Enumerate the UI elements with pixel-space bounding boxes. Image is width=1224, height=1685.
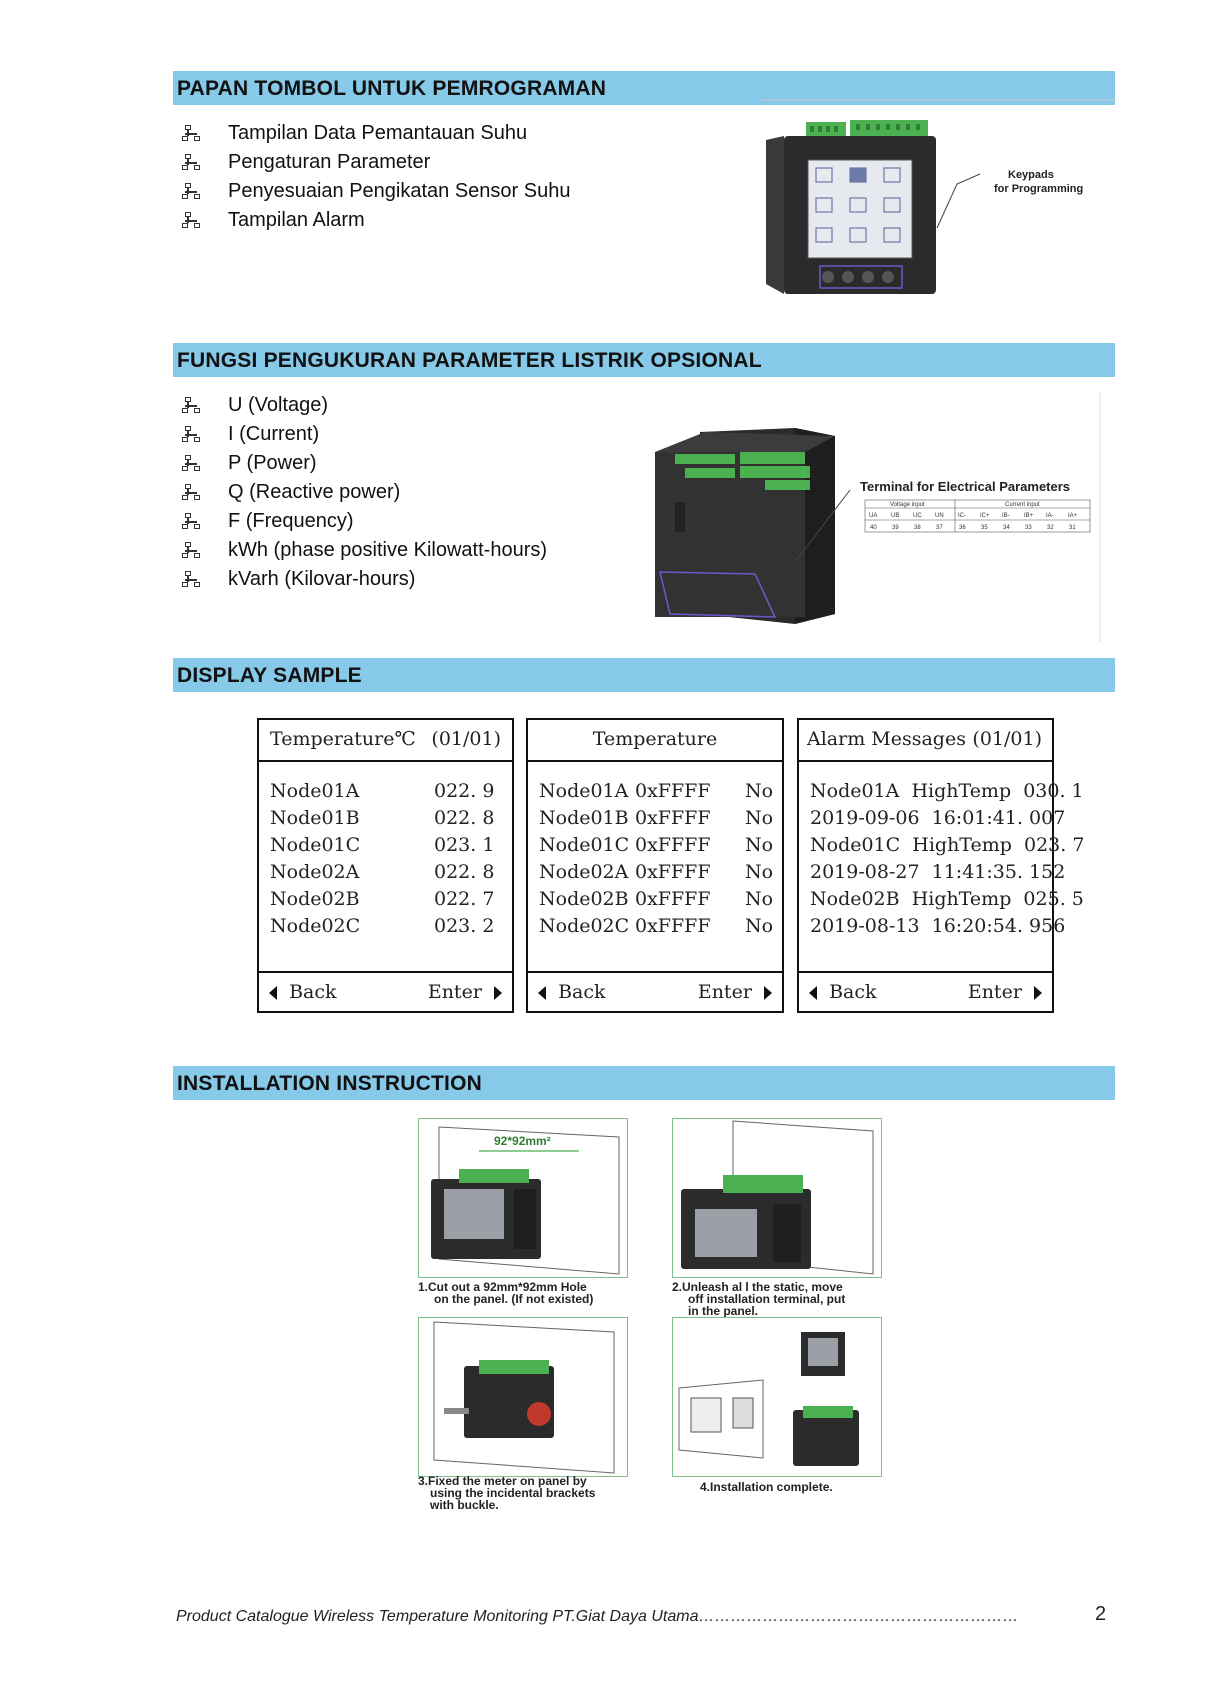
svg-text:IB-: IB- xyxy=(1002,513,1010,519)
svg-text:37: 37 xyxy=(936,525,943,531)
install-step1-caption: 1.Cut out a 92mm*92mm Hole on the panel. (If not existed) xyxy=(418,1280,594,1306)
svg-text:36: 36 xyxy=(959,525,966,531)
svg-text:32: 32 xyxy=(1047,525,1054,531)
triangle-right-icon xyxy=(494,986,502,1000)
section-heading: INSTALLATION INSTRUCTION xyxy=(177,1072,482,1095)
page-footer: Product Catalogue Wireless Temperature Monitoring PT.Giat Daya Utama…………………………………………………… xyxy=(176,1608,1019,1625)
panel-page: (01/01) xyxy=(431,728,501,750)
section-heading: FUNGSI PENGUKURAN PARAMETER LISTRIK OPSIONAL xyxy=(177,349,762,372)
list-item: Penyesuaian Pengikatan Sensor Suhu xyxy=(178,177,570,206)
network-bullet-icon xyxy=(182,183,204,201)
list-item: P (Power) xyxy=(178,449,547,478)
lcd-panel-alarm-messages xyxy=(797,718,1085,1013)
svg-text:UC: UC xyxy=(913,513,922,519)
install-step3-image xyxy=(418,1317,628,1477)
enter-button[interactable]: Enter xyxy=(968,981,1042,1003)
list-item: Tampilan Data Pemantauan Suhu xyxy=(178,119,570,148)
network-bullet-icon xyxy=(182,542,204,560)
svg-text:UN: UN xyxy=(935,513,944,519)
callout-programming: for Programming xyxy=(994,183,1084,195)
lcd-panel-temperature xyxy=(257,718,514,1013)
page-number: 2 xyxy=(1095,1603,1107,1625)
table-row: Node01B 0xFFFF No xyxy=(539,807,774,829)
svg-text:IA+: IA+ xyxy=(1068,513,1078,519)
install-step1-image xyxy=(418,1118,628,1278)
alarm-line: 2019-08-27 11:41:35. 152 xyxy=(810,861,1066,883)
network-bullet-icon xyxy=(182,397,204,415)
table-row: Node02C 023. 2 xyxy=(270,915,495,937)
triangle-left-icon xyxy=(269,986,277,1000)
list-item: Q (Reactive power) xyxy=(178,478,547,507)
install-step2-caption: 2.Unleash al l the static, move off installation terminal, put in the panel. xyxy=(672,1280,846,1318)
triangle-right-icon xyxy=(764,986,772,1000)
electrical-parameter-list xyxy=(178,391,547,594)
back-button[interactable]: Back xyxy=(809,981,877,1003)
panel-page: (01/01) xyxy=(972,728,1042,750)
svg-text:33: 33 xyxy=(1025,525,1032,531)
table-row: Node01C 023. 1 xyxy=(270,834,495,856)
enter-button[interactable]: Enter xyxy=(428,981,502,1003)
svg-text:UA: UA xyxy=(869,513,878,519)
install-step2-image xyxy=(672,1118,882,1278)
svg-text:IC-: IC- xyxy=(958,513,966,519)
panel-title: Temperature xyxy=(592,728,718,750)
section-heading: PAPAN TOMBOL UNTUK PEMROGRAMAN xyxy=(177,77,607,100)
network-bullet-icon xyxy=(182,513,204,531)
section-heading: DISPLAY SAMPLE xyxy=(177,664,362,687)
alarm-line: Node01A HighTemp 030. 1 xyxy=(810,780,1084,802)
list-item: kWh (phase positive Kilowatt-hours) xyxy=(178,536,547,565)
install-step4-caption: 4.Installation complete. xyxy=(700,1480,833,1494)
svg-text:31: 31 xyxy=(1069,525,1076,531)
current-input-label: Current input xyxy=(1005,502,1040,508)
table-row: Node01C 0xFFFF No xyxy=(539,834,774,856)
table-row: Node02A 0xFFFF No xyxy=(539,861,774,883)
svg-text:35: 35 xyxy=(981,525,988,531)
triangle-left-icon xyxy=(809,986,817,1000)
list-item: kVarh (Kilovar-hours) xyxy=(178,565,547,594)
svg-text:UB: UB xyxy=(891,513,900,519)
alarm-line: Node02B HighTemp 025. 5 xyxy=(810,888,1084,910)
network-bullet-icon xyxy=(182,154,204,172)
table-row: Node02B 0xFFFF No xyxy=(539,888,774,910)
alarm-line: 2019-08-13 16:20:54. 956 xyxy=(810,915,1066,937)
network-bullet-icon xyxy=(182,125,204,143)
network-bullet-icon xyxy=(182,484,204,502)
section-band-electrical xyxy=(173,343,1115,377)
table-row: Node02A 022. 8 xyxy=(270,861,495,883)
back-button[interactable]: Back xyxy=(269,981,337,1003)
alarm-line: 2019-09-06 16:01:41. 007 xyxy=(810,807,1066,829)
device-rear-image xyxy=(645,392,1105,642)
svg-text:34: 34 xyxy=(1003,525,1010,531)
list-item: I (Current) xyxy=(178,420,547,449)
alarm-line: Node01C HighTemp 023. 7 xyxy=(810,834,1085,856)
back-button[interactable]: Back xyxy=(538,981,606,1003)
svg-text:38: 38 xyxy=(914,525,921,531)
table-row: Node02C 0xFFFF No xyxy=(539,915,774,937)
network-bullet-icon xyxy=(182,455,204,473)
svg-text:IB+: IB+ xyxy=(1024,513,1034,519)
list-item: U (Voltage) xyxy=(178,391,547,420)
svg-text:40: 40 xyxy=(870,525,877,531)
panel-title: Temperature℃ xyxy=(270,728,416,750)
panel-title: Alarm Messages xyxy=(807,728,966,750)
section-band-install xyxy=(173,1066,1115,1100)
list-item: F (Frequency) xyxy=(178,507,547,536)
keypad-feature-list xyxy=(178,119,570,235)
table-row: Node01A 022. 9 xyxy=(270,780,495,802)
network-bullet-icon xyxy=(182,426,204,444)
enter-button[interactable]: Enter xyxy=(698,981,772,1003)
list-item: Tampilan Alarm xyxy=(178,206,570,235)
table-row: Node01B 022. 8 xyxy=(270,807,495,829)
table-row: Node01A 0xFFFF No xyxy=(539,780,774,802)
triangle-right-icon xyxy=(1034,986,1042,1000)
callout-terminal: Terminal for Electrical Parameters xyxy=(860,479,1071,494)
install-step4-image xyxy=(672,1317,882,1477)
svg-text:39: 39 xyxy=(892,525,899,531)
lcd-panel-sensor-binding xyxy=(526,718,784,1013)
table-row: Node02B 022. 7 xyxy=(270,888,495,910)
svg-text:IC+: IC+ xyxy=(980,513,990,519)
list-item: Pengaturan Parameter xyxy=(178,148,570,177)
voltage-input-label: Voltage input xyxy=(890,502,925,508)
section-band-display xyxy=(173,658,1115,692)
network-bullet-icon xyxy=(182,571,204,589)
triangle-left-icon xyxy=(538,986,546,1000)
dimension-label: 92*92mm² xyxy=(494,1134,551,1148)
svg-text:IA-: IA- xyxy=(1046,513,1054,519)
device-front-image xyxy=(762,98,1117,298)
callout-keypads: Keypads xyxy=(1008,169,1054,181)
install-step3-caption: 3.Fixed the meter on panel by using the incidental brackets with buckle. xyxy=(418,1474,596,1512)
network-bullet-icon xyxy=(182,212,204,230)
